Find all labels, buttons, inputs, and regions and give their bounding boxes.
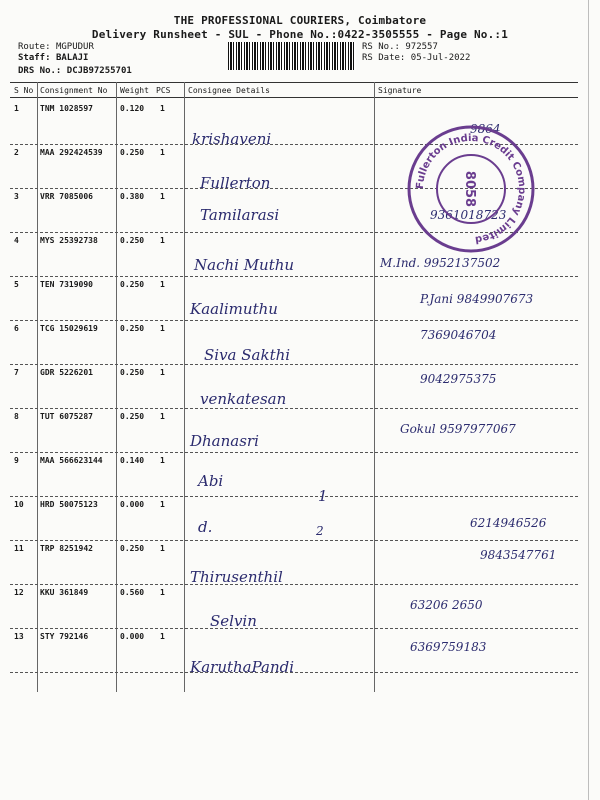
row-signature: M.Ind. 9952137502	[380, 256, 501, 270]
row-signature: 6214946526	[470, 516, 547, 530]
table-row	[10, 408, 578, 453]
row-sno: 5	[14, 280, 19, 289]
row-consignment-no: TNM 1028597	[40, 104, 93, 113]
rs-no-value: 972557	[405, 42, 438, 52]
header-bottom-rule	[10, 97, 578, 98]
row-signature: 6369759183	[410, 640, 487, 654]
row-sno: 10	[14, 500, 24, 509]
row-weight: 0.250	[120, 368, 145, 377]
row-sno: 2	[14, 148, 19, 157]
table-row	[10, 452, 578, 497]
row-consignment-no: TEN 7319090	[40, 280, 93, 289]
row-sno: 6	[14, 324, 19, 333]
row-signature: 9864	[470, 122, 501, 136]
drs-info	[18, 66, 132, 76]
row-weight: 0.000	[120, 500, 145, 509]
col-consignee: Consignee Details	[188, 86, 270, 95]
row-pcs: 1	[160, 588, 165, 597]
staff-info	[18, 53, 88, 63]
row-sno: 3	[14, 192, 19, 201]
row-consignment-no: VRR 7085006	[40, 192, 93, 201]
row-signature: Gokul 9597977067	[400, 422, 516, 436]
rs-date-label: RS Date:	[362, 53, 406, 63]
row-consignment-no: MAA 566623144	[40, 456, 103, 465]
row-signature: 9843547761	[480, 548, 557, 562]
row-sno: 8	[14, 412, 19, 421]
stray-mark-one: 1	[318, 487, 328, 505]
staff-label: Staff:	[18, 53, 51, 63]
row-sno: 4	[14, 236, 19, 245]
page-edge-rule	[588, 0, 589, 800]
company-title: THE PROFESSIONAL COURIERS, Coimbatore	[173, 14, 427, 27]
table-row	[10, 276, 578, 321]
row-consignee-name: Selvin	[210, 612, 257, 630]
col-weight: Weight	[120, 86, 149, 95]
row-signature: 9361018723	[430, 208, 507, 222]
header-top-rule	[10, 82, 578, 83]
row-weight: 0.250	[120, 324, 145, 333]
table-row	[10, 320, 578, 365]
col-consignment: Consignment No	[40, 86, 108, 95]
row-signature: 7369046704	[420, 328, 497, 342]
staff-value: BALAJI	[55, 53, 89, 63]
row-consignment-no: GDR 5226201	[40, 368, 93, 377]
row-pcs: 1	[160, 236, 165, 245]
row-consignee-name: Abi	[198, 472, 224, 490]
row-sno: 12	[14, 588, 24, 597]
row-consignee-name: Tamilarasi	[200, 206, 280, 224]
table-row	[10, 496, 578, 541]
row-consignment-no: STY 792146	[40, 632, 89, 641]
company-stamp	[402, 120, 540, 258]
row-consignee-name: Siva Sakthi	[204, 346, 291, 364]
row-pcs: 1	[160, 544, 165, 553]
row-pcs: 1	[160, 368, 165, 377]
row-pcs: 1	[160, 456, 165, 465]
row-weight: 0.140	[120, 456, 145, 465]
rs-date-info	[362, 53, 470, 63]
table-row	[10, 540, 578, 585]
route-value: MGPUDUR	[55, 42, 94, 52]
stamp-text: Fullerton India Credit Company Limited	[414, 132, 528, 245]
col-signature: Signature	[378, 86, 422, 95]
row-consignment-no: MYS 25392738	[40, 236, 98, 245]
row-consignee-name: krishaveni	[192, 130, 272, 148]
row-sno: 11	[14, 544, 24, 553]
row-pcs: 1	[160, 324, 165, 333]
row-pcs: 1	[160, 500, 165, 509]
runsheet-title: Delivery Runsheet - SUL - Phone No.:0422-3505555 - Page No.:1	[91, 28, 509, 41]
row-pcs: 1	[160, 280, 165, 289]
row-sno: 13	[14, 632, 24, 641]
row-consignee-name: Thirusenthil	[190, 568, 283, 586]
row-consignee-name: Dhanasri	[190, 432, 259, 450]
row-consignee-name: Nachi Muthu	[194, 256, 295, 274]
row-consignment-no: TCG 15029619	[40, 324, 98, 333]
table-row	[10, 364, 578, 409]
row-pcs: 1	[160, 148, 165, 157]
row-weight: 0.250	[120, 280, 145, 289]
row-consignee-name: venkatesan	[200, 390, 287, 408]
row-consignment-no: TUT 6075287	[40, 412, 93, 421]
row-weight: 0.380	[120, 192, 145, 201]
row-pcs: 1	[160, 632, 165, 641]
row-weight: 0.250	[120, 148, 145, 157]
row-consignee-name: d.	[198, 518, 213, 536]
rs-no-info	[362, 42, 438, 52]
row-sno: 9	[14, 456, 19, 465]
col-sno: S No	[14, 86, 34, 95]
row-signature: 9042975375	[420, 372, 497, 386]
drs-label: DRS No.:	[18, 66, 62, 76]
row-consignee-name: Kaalimuthu	[190, 300, 278, 318]
drs-value: DCJB97255701	[66, 66, 132, 76]
row-pcs: 1	[160, 192, 165, 201]
rs-date-value: 05-Jul-2022	[410, 53, 471, 63]
stamp-number: 8058	[462, 170, 477, 208]
row-weight: 0.250	[120, 544, 145, 553]
row-consignment-no: KKU 361849	[40, 588, 89, 597]
row-consignment-no: MAA 292424539	[40, 148, 103, 157]
rs-no-label: RS No.:	[362, 42, 400, 52]
table-row	[10, 628, 578, 676]
row-consignee-name: Fullerton	[200, 174, 271, 192]
row-pcs: 1	[160, 412, 165, 421]
route-info	[18, 42, 94, 52]
col-pcs: PCS	[156, 86, 171, 95]
barcode	[228, 42, 356, 70]
row-sno: 1	[14, 104, 19, 113]
row-sno: 7	[14, 368, 19, 377]
row-weight: 0.250	[120, 236, 145, 245]
row-weight: 0.250	[120, 412, 145, 421]
stray-mark-two: 2	[316, 524, 324, 538]
row-consignment-no: TRP 8251942	[40, 544, 93, 553]
row-signature: 63206 2650	[410, 598, 483, 612]
table-row	[10, 584, 578, 629]
row-weight: 0.560	[120, 588, 145, 597]
row-consignee-name: KaruthaPandi	[190, 658, 295, 676]
row-weight: 0.120	[120, 104, 145, 113]
row-signature: P.Jani 9849907673	[420, 292, 534, 306]
route-label: Route:	[18, 42, 51, 52]
row-weight: 0.000	[120, 632, 145, 641]
row-consignment-no: HRD 50075123	[40, 500, 98, 509]
row-pcs: 1	[160, 104, 165, 113]
